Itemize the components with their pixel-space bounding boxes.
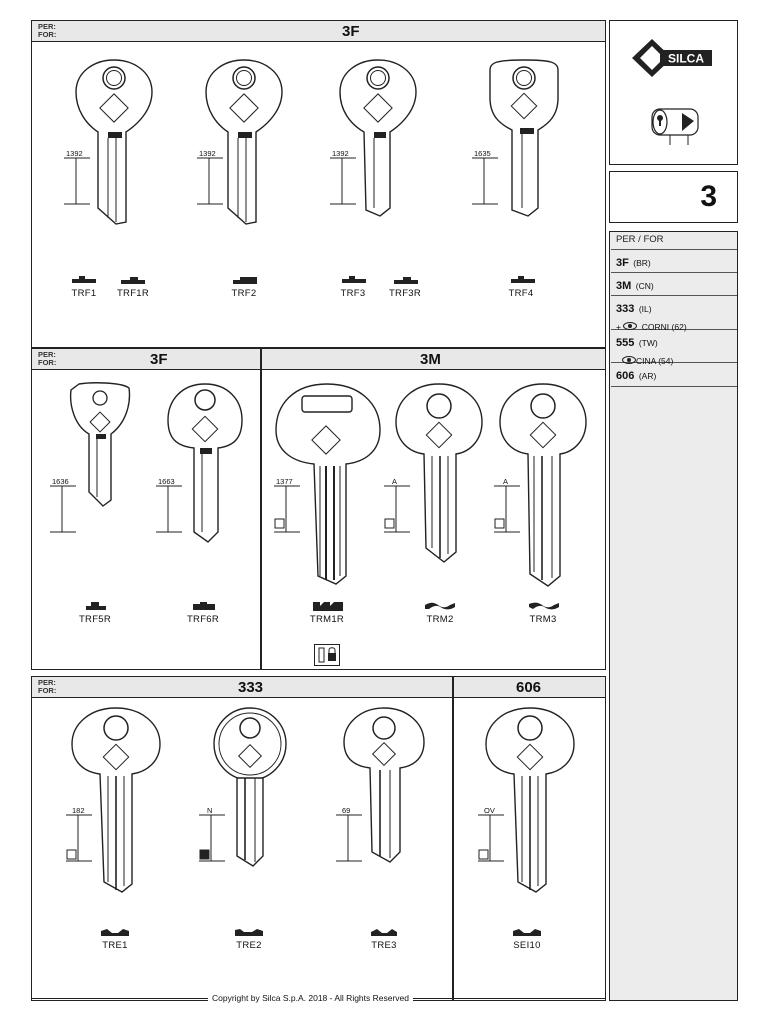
key-profile-icon bbox=[234, 928, 264, 938]
reference-number: 182 bbox=[72, 806, 85, 815]
key-profile-icon bbox=[100, 928, 130, 938]
reference-number: 1392 bbox=[199, 149, 216, 158]
reference-number: 1392 bbox=[332, 149, 349, 158]
key-profile-icon bbox=[85, 601, 107, 611]
key-profile-icon bbox=[341, 275, 367, 285]
key-code: TRE2 bbox=[236, 940, 262, 951]
per-for-label: PER: FOR: bbox=[38, 678, 57, 695]
per-for-heading: PER / FOR bbox=[611, 234, 737, 250]
reference-bracket bbox=[197, 815, 227, 865]
key-drawing bbox=[70, 706, 162, 896]
key-code: TRM3 bbox=[529, 614, 557, 625]
brand-index-item[interactable]: 333 (IL) + CORNI (62) bbox=[611, 296, 737, 330]
section-header bbox=[31, 20, 606, 42]
reference-number: 69 bbox=[342, 806, 351, 815]
key-profile-icon bbox=[232, 276, 258, 286]
brand-title: 3F bbox=[342, 23, 360, 40]
key-code: SEI10 bbox=[513, 940, 541, 951]
reference-bracket bbox=[382, 486, 412, 536]
key-code: TRE3 bbox=[371, 940, 397, 951]
key-code: TRF5R bbox=[78, 614, 112, 625]
reference-number: 1377 bbox=[276, 477, 293, 486]
key-code: TRF1 bbox=[71, 288, 97, 299]
key-code: TRE1 bbox=[102, 940, 128, 951]
reference-bracket bbox=[154, 486, 184, 536]
section-header bbox=[31, 348, 261, 370]
key-profile-icon bbox=[120, 276, 146, 286]
key-profile-icon bbox=[510, 275, 536, 285]
brand-index-item[interactable]: 3F (BR) bbox=[611, 250, 737, 273]
reference-number: 1636 bbox=[52, 477, 69, 486]
page-number-box bbox=[609, 171, 738, 223]
brand-title: 3M bbox=[420, 351, 441, 368]
section-header bbox=[453, 676, 606, 698]
brand-index-item[interactable]: 606 (AR) bbox=[611, 363, 737, 387]
reference-number: 1635 bbox=[474, 149, 491, 158]
per-for-label: PER: FOR: bbox=[38, 350, 57, 367]
key-profile-icon bbox=[528, 601, 560, 611]
brand-title: 606 bbox=[516, 679, 542, 696]
key-drawing bbox=[498, 382, 588, 588]
reference-number: A bbox=[503, 477, 509, 486]
key-code: TRF3R bbox=[388, 288, 422, 299]
reference-bracket bbox=[195, 158, 225, 208]
transponder-icon bbox=[314, 644, 340, 666]
brand-title: 3F bbox=[150, 351, 168, 368]
reference-number: OV bbox=[484, 806, 495, 815]
per-for-label: PER: FOR: bbox=[38, 22, 57, 39]
key-drawing bbox=[484, 706, 576, 896]
reference-bracket bbox=[48, 486, 78, 536]
key-drawing bbox=[394, 382, 484, 570]
brand-title: 333 bbox=[238, 679, 264, 696]
reference-bracket bbox=[476, 815, 506, 865]
reference-bracket bbox=[470, 158, 500, 208]
reference-number: A bbox=[392, 477, 398, 486]
reference-bracket bbox=[272, 486, 302, 536]
key-profile-icon bbox=[312, 600, 344, 612]
brand-logo-panel bbox=[609, 20, 738, 165]
reference-bracket bbox=[62, 158, 92, 208]
silca-logo-icon bbox=[630, 37, 718, 79]
key-code: TRF3 bbox=[340, 288, 366, 299]
key-code: TRF1R bbox=[116, 288, 150, 299]
eye-icon bbox=[623, 322, 637, 330]
reference-bracket bbox=[492, 486, 522, 536]
reference-number: N bbox=[207, 806, 213, 815]
brand-index-item[interactable]: 555 (TW) CINA (54) bbox=[611, 330, 737, 363]
page-number: 3 bbox=[700, 180, 717, 213]
reference-bracket bbox=[64, 815, 94, 865]
key-code: TRF2 bbox=[231, 288, 257, 299]
key-profile-icon bbox=[370, 928, 398, 938]
brand-index-item[interactable]: 3M (CN) bbox=[611, 273, 737, 296]
key-code: TRM1R bbox=[309, 614, 345, 625]
key-profile-icon bbox=[424, 601, 456, 611]
section-header bbox=[261, 348, 606, 370]
key-code: TRF4 bbox=[508, 288, 534, 299]
section-header bbox=[31, 676, 453, 698]
logo-text: SILCA bbox=[668, 51, 704, 66]
reference-bracket bbox=[328, 158, 358, 208]
key-profile-icon bbox=[512, 928, 542, 938]
key-code: TRF6R bbox=[186, 614, 220, 625]
reference-number: 1663 bbox=[158, 477, 175, 486]
key-profile-icon bbox=[71, 275, 97, 285]
copyright: Copyright by Silca S.p.A. 2018 - All Rights Reserved bbox=[208, 993, 413, 1003]
cylinder-lock-icon bbox=[648, 99, 704, 147]
key-code: TRM2 bbox=[426, 614, 454, 625]
reference-number: 1392 bbox=[66, 149, 83, 158]
key-profile-icon bbox=[192, 601, 216, 611]
key-profile-icon bbox=[393, 276, 419, 286]
reference-bracket bbox=[334, 815, 364, 865]
